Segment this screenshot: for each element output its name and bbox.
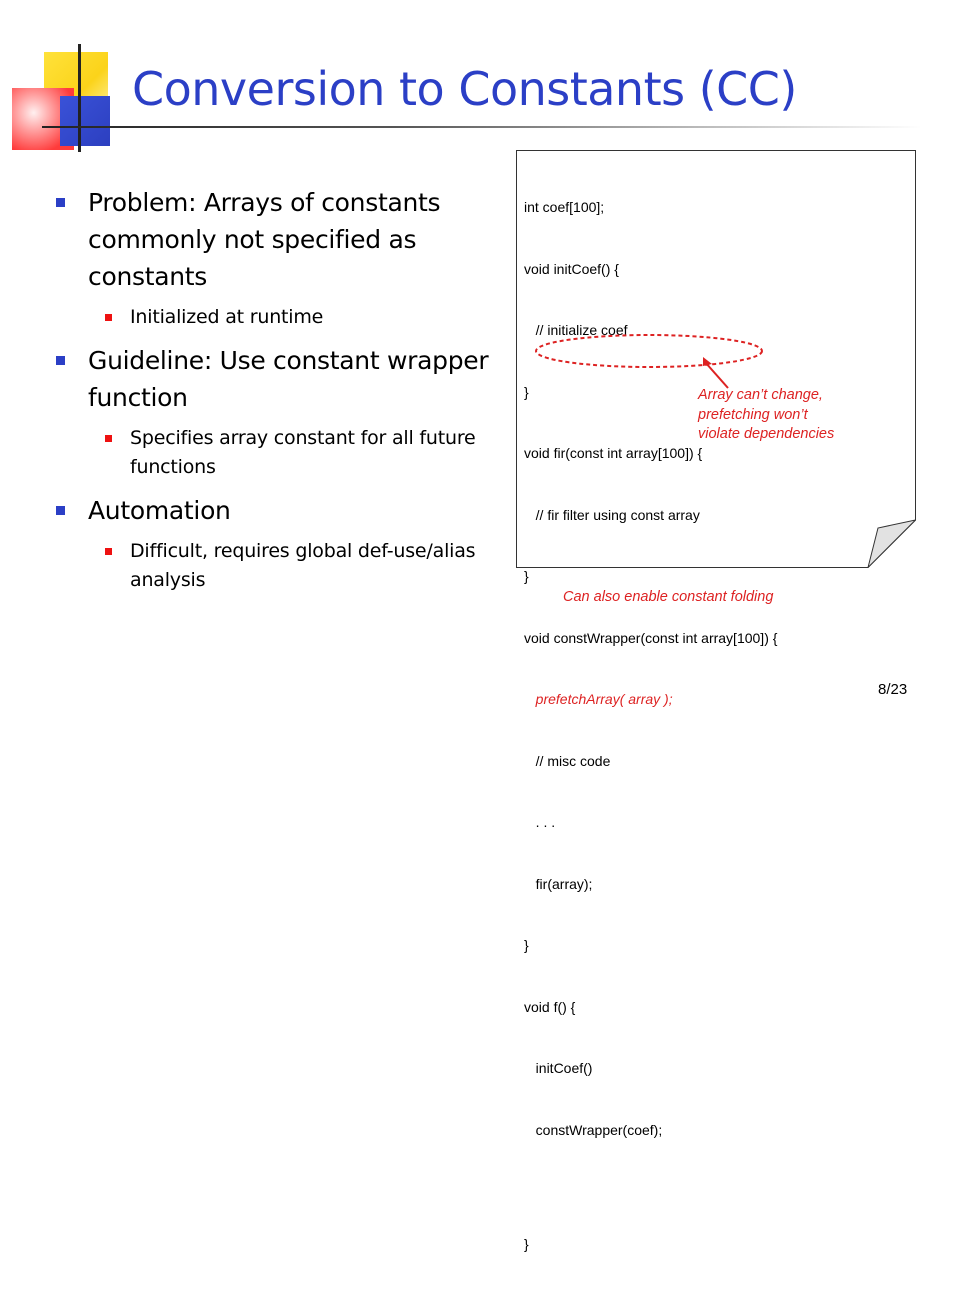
- code-line: initCoef(): [524, 1060, 593, 1076]
- code-line: }: [524, 1236, 529, 1252]
- code-line: fir(array);: [524, 875, 593, 892]
- code-line: }: [524, 383, 529, 400]
- code-line: void fir(const int array[100]) {: [524, 445, 703, 461]
- bullet-guideline: Guideline: Use constant wrapper function: [50, 342, 495, 416]
- annotation-text: [698, 386, 834, 445]
- sub-bullet-specifies: Specifies array constant for all future functions: [50, 424, 495, 482]
- footnote: Can also enable constant folding: [563, 589, 774, 605]
- sub-bullet-difficult: Difficult, requires global def-use/alias analysis: [50, 537, 495, 595]
- annotation-line: violate dependencies: [698, 426, 835, 442]
- code-line: void constWrapper(const int array[100]) {: [524, 629, 778, 646]
- code-line: // misc code: [524, 752, 611, 769]
- code-line: void f() {: [524, 998, 576, 1015]
- code-line: constWrapper(coef);: [524, 1121, 663, 1138]
- code-line-prefetch: prefetchArray( array );: [524, 691, 673, 707]
- annotation-line: prefetching won’t: [698, 406, 808, 423]
- annotation-arrow: [705, 362, 728, 388]
- code-line: }: [524, 568, 529, 584]
- slide-title: Conversion to Constants (CC): [132, 62, 797, 116]
- bullet-automation: Automation: [50, 492, 495, 529]
- code-line: int coef[100];: [524, 199, 605, 215]
- code-line: . . .: [524, 814, 556, 830]
- code-line: // fir filter using const array: [524, 506, 700, 523]
- annotation-line: Array can’t change,: [698, 387, 823, 403]
- sub-bullet-initialized: Initialized at runtime: [50, 303, 495, 332]
- arrow-head-icon: [703, 357, 712, 366]
- page-number: 8/23: [878, 681, 908, 698]
- code-line: }: [524, 937, 529, 953]
- code-line: // initialize coef: [524, 322, 628, 338]
- highlight-ellipse: [536, 335, 762, 367]
- bullet-problem: Problem: Arrays of constants commonly not specified as constants: [50, 184, 495, 295]
- code-line: void initCoef() {: [524, 260, 619, 277]
